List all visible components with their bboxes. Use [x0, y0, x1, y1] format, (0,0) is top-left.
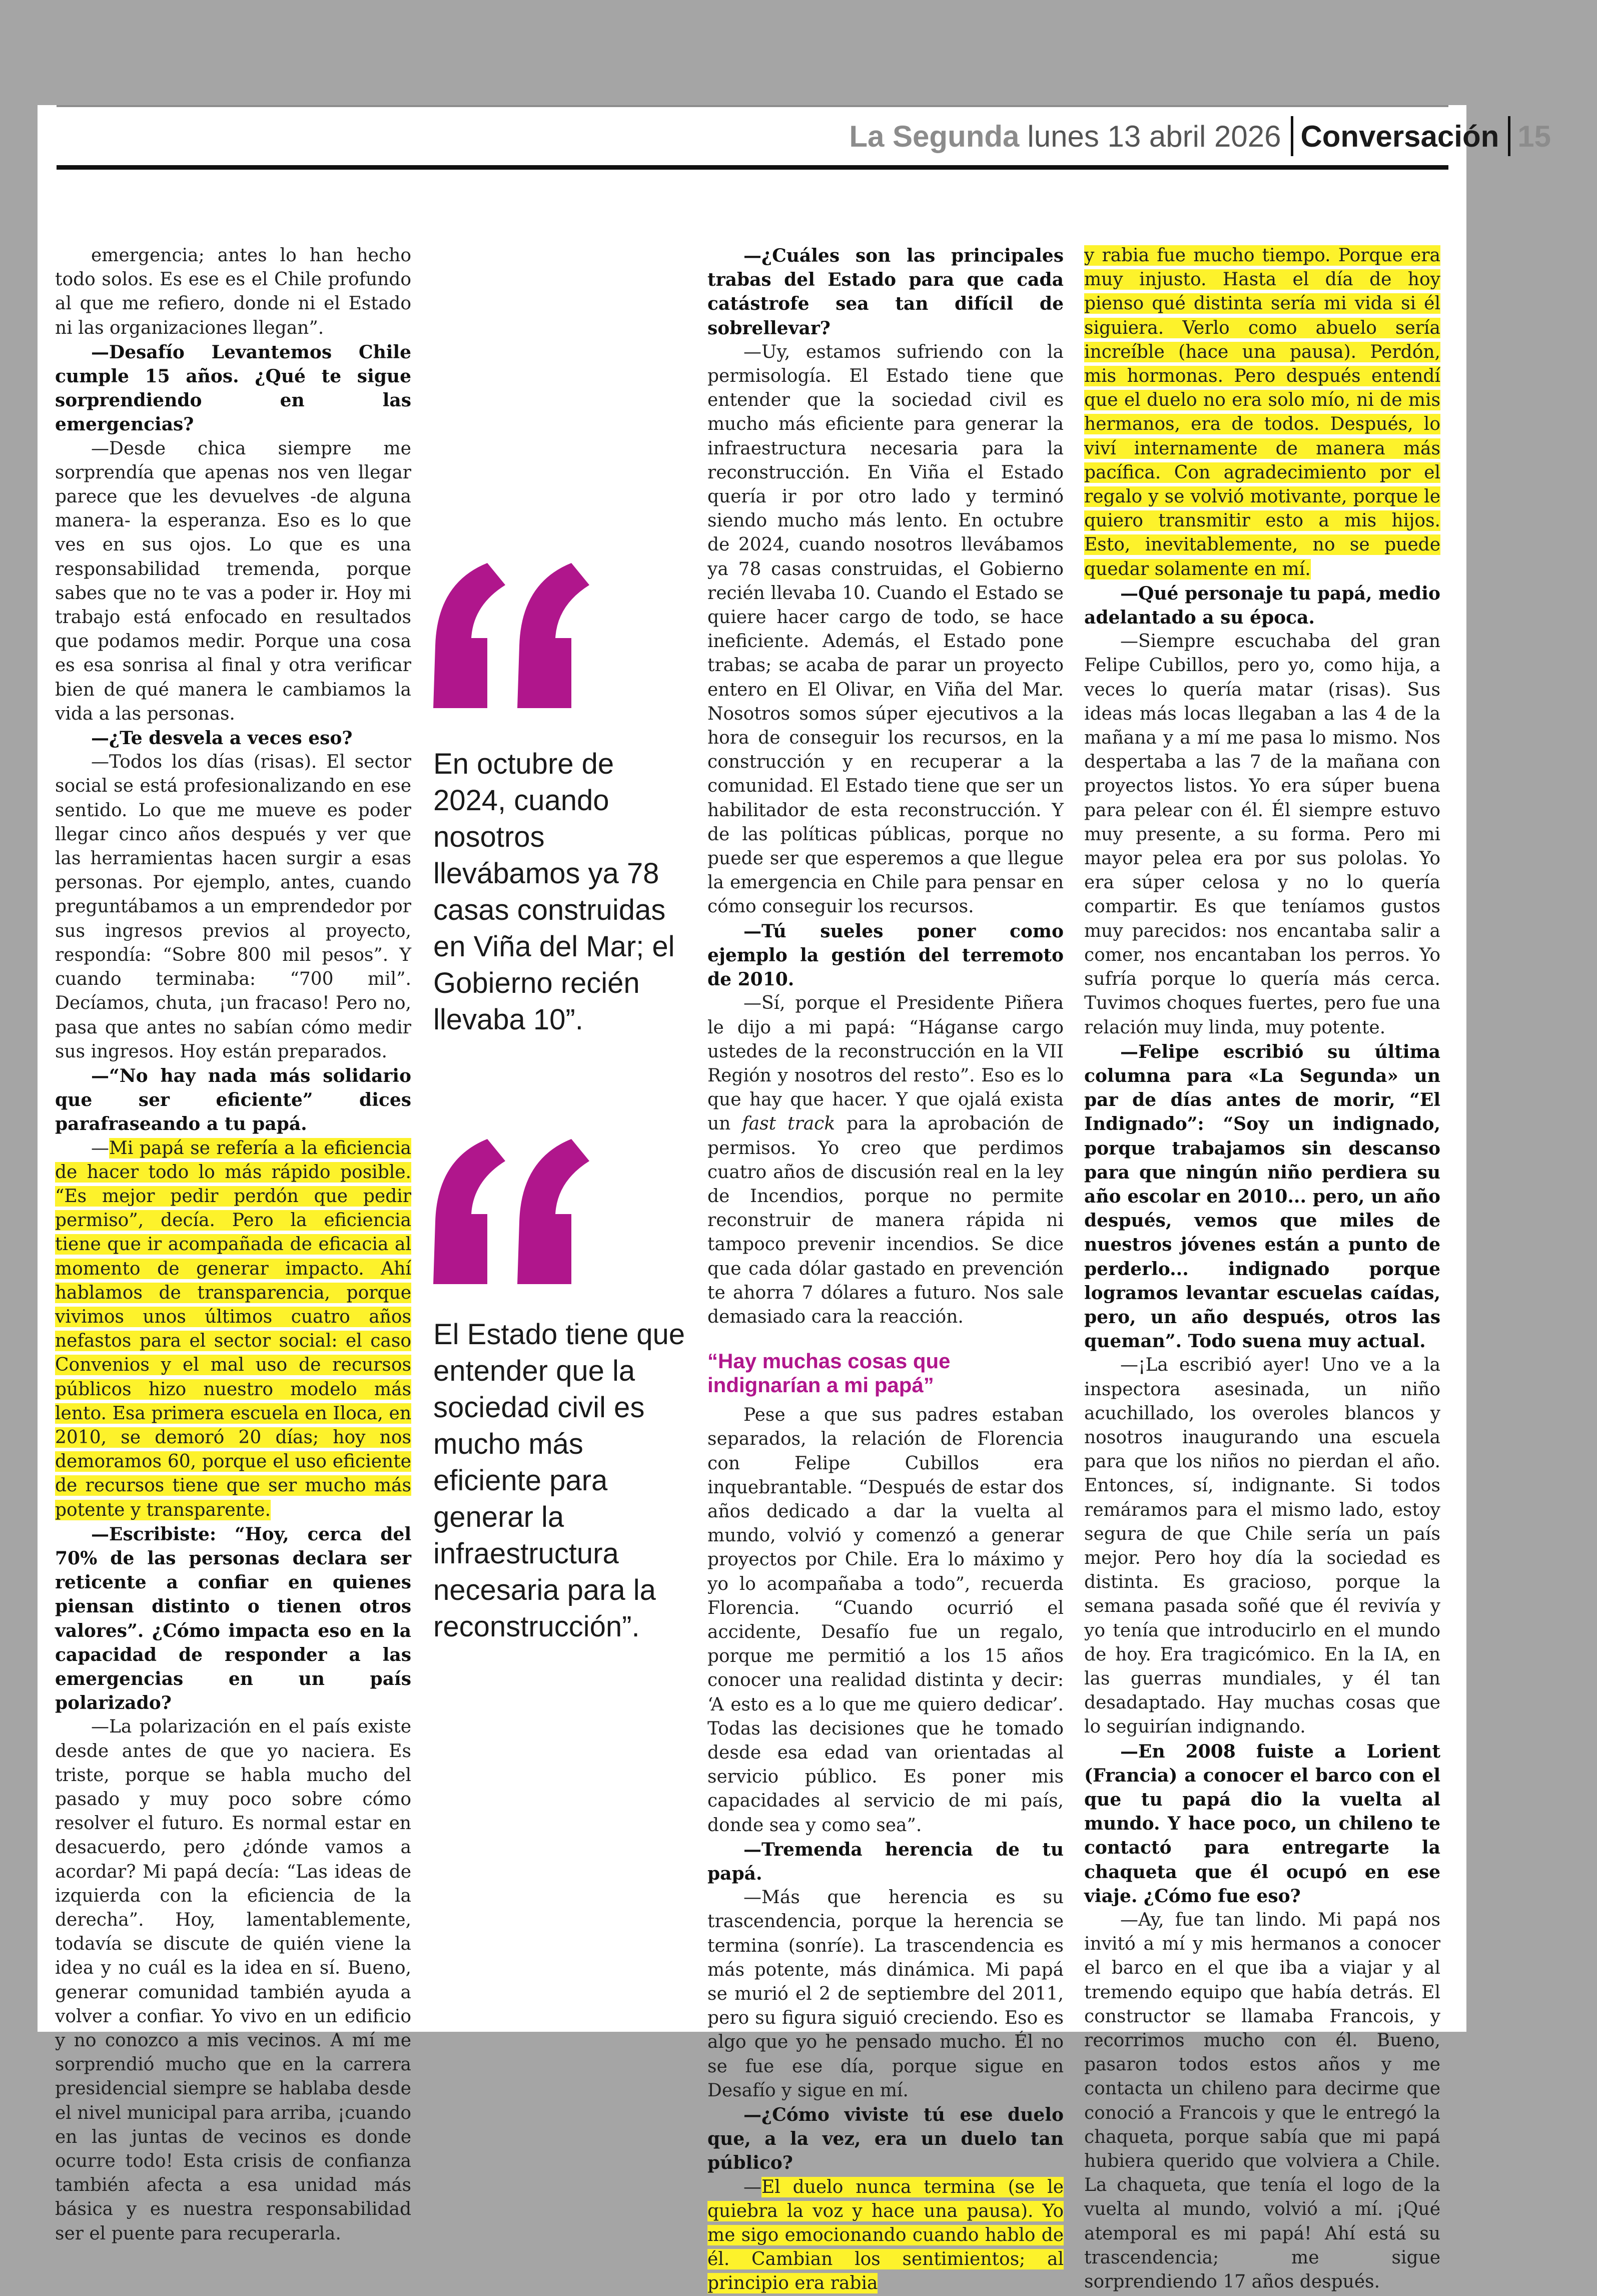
pull-quote-2: El Estado tiene que entender que la sociedad civil es mucho más eficiente para generar la infraestructura necesaria para la reconstrucción”. — [433, 1318, 685, 1643]
paragraph-text: —Siempre escuchaba del gran Felipe Cubillos, pero yo, como hija, a veces lo quería matar (risas). Sus ideas más locas llegaban a las 4 de la mañana y a mí me pasa lo mismo. Nos despertaba a las 7 de la mañana con proyectos listos. Yo era súper buena para pelear con él. Él siempre estuvo muy presente, a su forma. Pero mi mayor pelea era por sus pololas. Yo era súper celosa y no lo quería compartir. Es que teníamos gustos muy parecidos: nos encantaba salir a comer, nos encantaban los perros. Yo sufría porque lo quería más cerca. Tuvimos choques fuertes, pero fue una relación muy linda, muy potente. — [1084, 631, 1440, 1038]
interview-question: —“No hay nada más solidario que ser eficiente” dices parafraseando a tu papá. — [55, 1065, 411, 1135]
article-paragraph — [1084, 630, 1440, 1039]
paragraph-text: —¡La escribió ayer! Uno ve a la inspectora asesinada, un niño acuchillado, los overoles blancos y nosotros inaugurando una escuela para que los niños no pierdan el año. Entonces, sí, indignante. Si todos remáramos para el mismo lado, estoy segura de que Chile sería un país mejor. Pero hoy día la sociedad es distinta. Es gracioso, porque la semana pasada soñé que él revivía y yo tenía que introducirlo en el mundo de hoy. Era tragicómico. En la IA, en las guerras mundiales, y él tan desadaptado. Hay muchas cosas que lo seguirían indignando. — [1084, 1355, 1440, 1738]
paragraph-text: —Más que herencia es su trascendencia, porque la herencia se termina (sonríe). La trascendencia es más potente, más dinámica. Mi papá se murió el 2 de septiembre del 2011, pero su figura siguió creciendo. Eso es algo que yo he pensado mucho. Él no se fue ese día, porque sigue en Desafío y sigue en mí. — [707, 1887, 1064, 2101]
page-header — [750, 111, 1551, 161]
paragraph-text: para la aprobación de permisos. Yo creo que perdimos cuatro años de discusión real en la ley de Incendios, porque no permite reconstruir de manera rápida ni tampoco prevenir incendios. Se dice que cada dólar gastado en prevención te ahorra 7 dólares a futuro. Nos sale demasiado cara la reacción. — [707, 1113, 1064, 1327]
article-paragraph — [55, 244, 411, 340]
interview-question: —Qué personaje tu papá, medio adelantado a su época. — [1084, 583, 1440, 629]
interview-question: —Tremenda herencia de tu papá. — [707, 1839, 1064, 1884]
paragraph-text: — — [91, 1137, 109, 1159]
interview-question: —¿Cómo viviste tú ese duelo que, a la vez, era un duelo tan público? — [707, 2104, 1064, 2174]
section-name: Conversación — [1300, 119, 1499, 153]
article-paragraph — [1084, 1353, 1440, 1739]
article-paragraph — [707, 2175, 1064, 2296]
article-paragraph — [707, 340, 1064, 919]
interview-question: —Tú sueles poner como ejemplo la gestión del terremoto de 2010. — [707, 920, 1064, 990]
article-column-4 — [1084, 244, 1440, 2292]
pull-quote-1: En octubre de 2024, cuando nosotros llevábamos ya 78 casas construidas en Viña del Mar; el Gobierno recién llevaba 10”. — [433, 748, 675, 1036]
interview-question: —Escribiste: “Hoy, cerca del 70% de las personas declara ser reticente a confiar en quienes piensan distinto o tienen otros valores”. ¿Cómo impacta eso en la capacidad de responder a las emergencias en un país polarizado? — [55, 1523, 411, 1714]
paragraph-text: emergencia; antes lo han hecho todo solos. Es ese es el Chile profundo al que me refiero, donde ni el Estado ni las organizaciones llegan”. — [55, 245, 411, 338]
paragraph-text: —Ay, fue tan lindo. Mi papá nos invitó a mí y mis hermanos a conocer el barco en el que iba a viajar y al tremendo equipo que había detrás. El constructor se llamaba Francois, y recorrimos mucho con él. Bueno, pasaron todos estos años y me contacta un chileno para decirme que conoció a Francois y que le entregó la chaqueta, porque sabía que mi papá hubiera querido que volviera a Chile. La chaqueta, que tenía el logo de la vuelta al mundo, volvió a mí. ¡Qué atemporal es mi papá! Ahí está su trascendencia; me sigue sorprendiendo 17 años después. — [1084, 1910, 1440, 2292]
interview-question: —En 2008 fuiste a Lorient (Francia) a conocer el barco con el que tu papá dio la vuelta al mundo. Y hace poco, un chileno te contactó para entregarte la chaqueta que él ocupó en ese viaje. ¿Cómo fue eso? — [1084, 1741, 1440, 1907]
paragraph-text: —La polarización en el país existe desde antes de que yo naciera. Es triste, porque se habla mucho del pasado y muy poco sobre cómo resolver el futuro. Es normal estar en desacuerdo, pero ¿dónde vamos a acordar? Mi papá decía: “Las ideas de izquierda con la eficiencia de la derecha”. Hoy, lamentablemente, todavía se discute de quién viene la idea y no cuál es la idea en sí. Bueno, generar comunidad también ayuda a volver a confiar. Yo vivo en un edificio y no conozco a mis vecinos. A mí me sorprendió mucho que en la carrera presidencial siempre se hablaba desde el nivel municipal para arriba, ¡cuando en las juntas de vecinos es donde ocurre todo! Esta crisis de confianza también afecta a esa unidad más básica y es nuestra responsabilidad ser el puente para recuperarla. — [55, 1716, 411, 2244]
article-paragraph — [55, 1715, 411, 2245]
quote-mark-icon — [431, 1139, 596, 1284]
header-rule-top — [57, 105, 1448, 107]
header-divider — [1291, 116, 1293, 156]
paragraph-text: —Desde chica siempre me sorprendía que apenas nos ven llegar parece que les devuelves -de alguna manera- la esperanza. Eso es lo que ves en sus ojos. Lo que es una responsabilidad tremenda, porque sabes que no te vas a poder ir. Hoy mi trabajo está enfocado en resultados que podamos medir. Porque una cosa es esa sonrisa al final y otra verificar bien de qué manera le cambiamos la vida a las personas. — [55, 438, 411, 724]
article-paragraph — [1084, 1908, 1440, 2294]
article-column-3 — [707, 244, 1064, 2294]
highlighted-text: Mi papá se refería a la eficiencia de hacer todo lo más rápido posible. “Es mejor pedir perdón que pedir permiso”, decía. Pero la eficiencia tiene que ir acompañada de eficacia al momento de generar impacto. Ahí hablamos de transparencia, porque vivimos unos últimos cuatro años nefastos para el sector social: el caso Convenios y el mal uso de recursos públicos hizo nuestro modelo más lento. Esa primera escuela en Iloca, en 2010, se demoró 20 días; hoy nos demoramos 60, porque el uso eficiente de recursos tiene que ser mucho más potente y transparente. — [55, 1137, 411, 1520]
page-number: 15 — [1517, 119, 1551, 153]
article-column-1 — [55, 244, 411, 2244]
header-rule-bottom — [57, 165, 1448, 170]
issue-date: lunes 13 abril 2026 — [1027, 119, 1281, 153]
section-subhead: “Hay muchas cosas que indignarían a mi papá” — [707, 1349, 951, 1397]
paragraph-text: — — [743, 2176, 761, 2197]
interview-question: —Felipe escribió su última columna para «La Segunda» un par de días antes de morir, “El Indignado”: “Soy un indignado, porque trabajamos sin descanso para que ningún niño perdiera su año escolar en 2010... pero, un año después, vemos que miles de nuestros jóvenes están a punto de perderlo... indignado porque logramos levantar escuelas caídas, pero, un año después, otros las queman”. Todo suena muy actual. — [1084, 1041, 1440, 1352]
paragraph-text: —Sí, porque el Presidente Piñera le dijo a mi papá: “Háganse cargo ustedes de la reconstrucción en la VII Región y nosotros del resto”. Eso es lo que hay que hacer. Y que ojalá exista un — [707, 993, 1064, 1134]
header-divider — [1508, 116, 1510, 156]
article-paragraph — [707, 1886, 1064, 2103]
paragraph-text: —Uy, estamos sufriendo con la permisología. El Estado tiene que entender que la sociedad civil es mucho más eficiente para generar la infraestructura necesaria para la reconstrucción. En Viña el Estado quería ir por otro lado y terminó siendo mucho más lento. En octubre de 2024, cuando nosotros llevábamos ya 78 casas construidas, el Gobierno recién llevaba 10. Cuando el Estado se quiere hacer cargo de todo, se hace ineficiente. Además, el Estado pone trabas; se acaba de parar un proyecto entero en El Olivar, en Viña del Mar. Nosotros somos súper ejecutivos a la hora de conseguir los recursos, en la construcción y en recuperar a la comunidad. El Estado tiene que ser un habilitador de esta reconstrucción. Y de las políticas públicas, porque no puede ser que esperemos a que llegue la emergencia en Chile para pensar en cómo conseguir los recursos. — [707, 341, 1064, 917]
publication-name: La Segunda — [849, 119, 1020, 153]
paragraph-text: —Todos los días (risas). El sector social se está profesionalizando en ese sentido. Lo que me mueve es poder llegar cinco años después y ver que las herramientas hacen surgir a esas personas. Por ejemplo, antes, cuando preguntábamos a un emprendedor por sus ingresos previos al proyecto, respondía: “Sobre 800 mil pesos”. Y cuando terminaba: “700 mil”. Decíamos, chuta, ¡un fracaso! Pero no, pasa que antes no sabían cómo medir sus ingresos. Hoy están preparados. — [55, 752, 411, 1062]
article-paragraph — [707, 1403, 1064, 1838]
interview-question: —Desafío Levantemos Chile cumple 15 años. ¿Qué te sigue sorprendiendo en las emergencias? — [55, 341, 411, 435]
article-paragraph — [707, 991, 1064, 1329]
interview-question: —¿Te desvela a veces eso? — [91, 728, 353, 749]
italic-term: fast track — [742, 1113, 836, 1134]
highlighted-text: El duelo nunca termina (se le quiebra la voz y hace una pausa). Yo me sigo emocionando cuando hablo de él. Cambian los sentimientos; al principio era rabia — [707, 2176, 1064, 2294]
interview-question: —¿Cuáles son las principales trabas del Estado para que cada catástrofe sea tan difícil de sobrellevar? — [707, 245, 1064, 339]
highlighted-text: y rabia fue mucho tiempo. Porque era muy injusto. Hasta el día de hoy pienso qué distinta sería mi vida si él siguiera. Verlo como abuelo sería increíble (hace una pausa). Perdón, mis hormonas. Pero después entendí que el duelo no era solo mío, ni de mis hermanos, era de todos. Después, lo viví internamente de manera más pacífica. Con agradecimiento por el regalo y se volvió motivante, porque le quiero transmitir esto a mis hijos. Esto, inevitablemente, no se puede quedar solamente en mí. — [1084, 245, 1440, 580]
article-paragraph — [55, 750, 411, 1064]
paragraph-text: Pese a que sus padres estaban separados, la relación de Florencia con Felipe Cubillos era inquebrantable. “Después de estar dos años dedicado a dar la vuelta al mundo, volvió y comenzó a generar proyectos por Chile. Era lo máximo y yo lo acompañaba a todo”, recuerda Florencia. “Cuando ocurrió el accidente, Desafío fue un regalo, porque me permitió a los 15 años conocer una realidad distinta y decir: ‘A esto es a lo que me quiero dedicar’. Todas las decisiones que he tomado desde esa edad van orientadas al servicio público. Es poner mis capacidades al servicio de mi país, donde sea y como sea”. — [707, 1405, 1064, 1836]
quote-mark-icon — [431, 563, 596, 708]
article-paragraph — [55, 1136, 411, 1522]
article-paragraph — [55, 437, 411, 726]
article-paragraph — [1084, 244, 1440, 582]
